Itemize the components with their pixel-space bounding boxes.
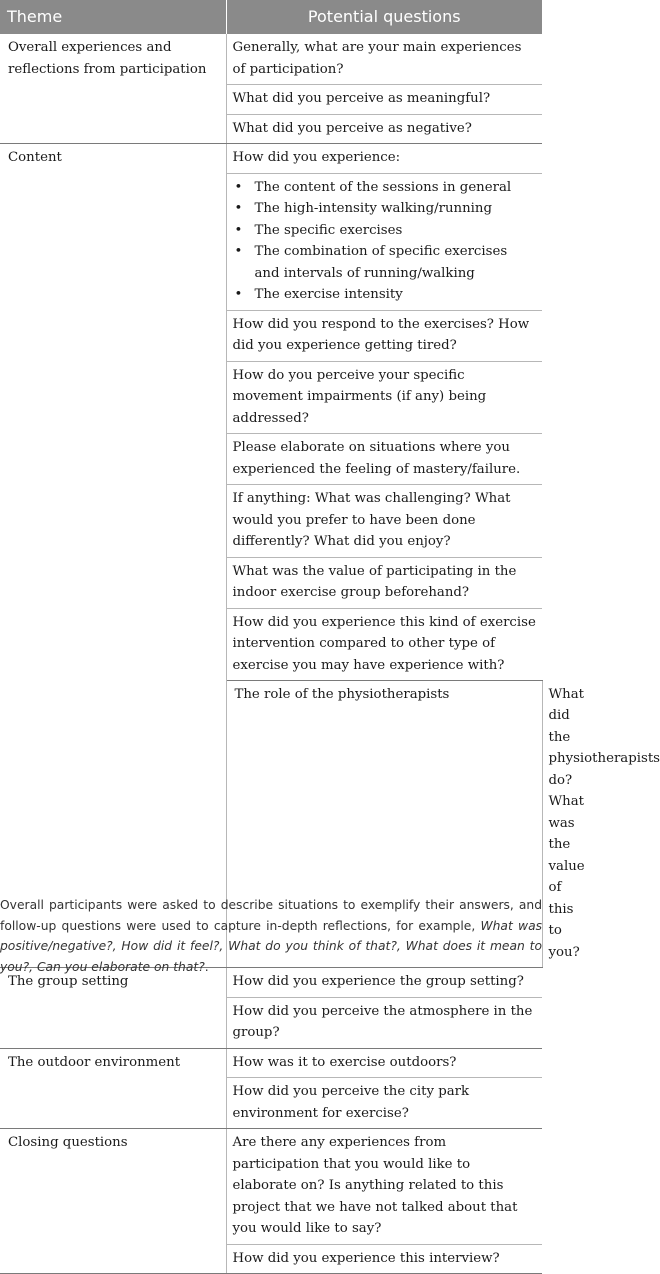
theme-cell: The outdoor environment bbox=[0, 1048, 226, 1129]
question-cell: How did you experience this interview? bbox=[226, 1244, 542, 1274]
question-cell: How did you respond to the exercises? How did you experience getting tired? bbox=[226, 310, 542, 361]
question-cell: What did you perceive as negative? bbox=[226, 114, 542, 144]
question-cell: If anything: What was challenging? What would you prefer to have been done differently? What did you enjoy? bbox=[226, 485, 542, 558]
question-cell: How was it to exercise outdoors? bbox=[226, 1048, 542, 1078]
list-item: • The combination of specific exercises and intervals of running/walking bbox=[255, 241, 537, 284]
question-cell: Please elaborate on situations where you experienced the feeling of mastery/failure. bbox=[226, 434, 542, 485]
table-row: The role of the physiotherapists What did the physiotherapists do? What was the value of this to you? bbox=[0, 681, 542, 968]
bullet-list bbox=[233, 177, 537, 306]
table-header-row bbox=[0, 0, 542, 34]
question-cell: What was the value of participating in the indoor exercise group beforehand? bbox=[226, 557, 542, 608]
header-theme: Theme bbox=[0, 0, 226, 34]
table-row bbox=[0, 1048, 542, 1078]
list-item: • The exercise intensity bbox=[255, 284, 537, 306]
bullet-list-cell bbox=[226, 173, 542, 310]
list-item: • The specific exercises bbox=[255, 220, 537, 242]
question-cell: How did you perceive the city park environment for exercise? bbox=[226, 1078, 542, 1129]
footnote-examples: What was positive/negative?, How did it feel?, What do you think of that?, What does it mean to you?, Can you elaborate on that? bbox=[0, 918, 543, 974]
list-item: • The content of the sessions in general bbox=[255, 177, 537, 199]
table-row bbox=[0, 144, 542, 174]
theme-cell: The role of the physiotherapists bbox=[226, 681, 542, 968]
footnote-lead: Overall participants were asked to describe situations to exemplify their answers, and follow-up questions were used to capture in-depth reflections, for example, bbox=[0, 898, 542, 933]
question-cell: Generally, what are your main experiences of participation? bbox=[226, 34, 542, 85]
table-row bbox=[0, 34, 542, 85]
question-cell: What did you perceive as meaningful? bbox=[226, 85, 542, 115]
question-cell: How did you experience this kind of exercise intervention compared to other type of exercise you may have experience with? bbox=[226, 608, 542, 681]
theme-cell: The group setting bbox=[0, 968, 226, 1049]
list-item: • The high-intensity walking/running bbox=[255, 198, 537, 220]
theme-cell: Closing questions bbox=[0, 1129, 226, 1274]
theme-cell: Content bbox=[0, 144, 226, 968]
question-cell: How do you perceive your specific movement impairments (if any) being addressed? bbox=[226, 361, 542, 434]
table-row bbox=[0, 1129, 542, 1245]
question-cell: How did you experience the group setting? bbox=[226, 968, 542, 998]
table-footnote bbox=[0, 895, 542, 977]
header-questions: Potential questions bbox=[226, 0, 542, 34]
question-cell: How did you perceive the atmosphere in the group? bbox=[226, 997, 542, 1048]
question-cell: Are there any experiences from participation that you would like to elaborate on? Is anything related to this project that we have not talked about that you would like to say? bbox=[226, 1129, 542, 1245]
footnote-end: . bbox=[204, 959, 209, 974]
theme-cell: Overall experiences and reflections from participation bbox=[0, 34, 226, 144]
question-cell: How did you experience: bbox=[226, 144, 542, 174]
